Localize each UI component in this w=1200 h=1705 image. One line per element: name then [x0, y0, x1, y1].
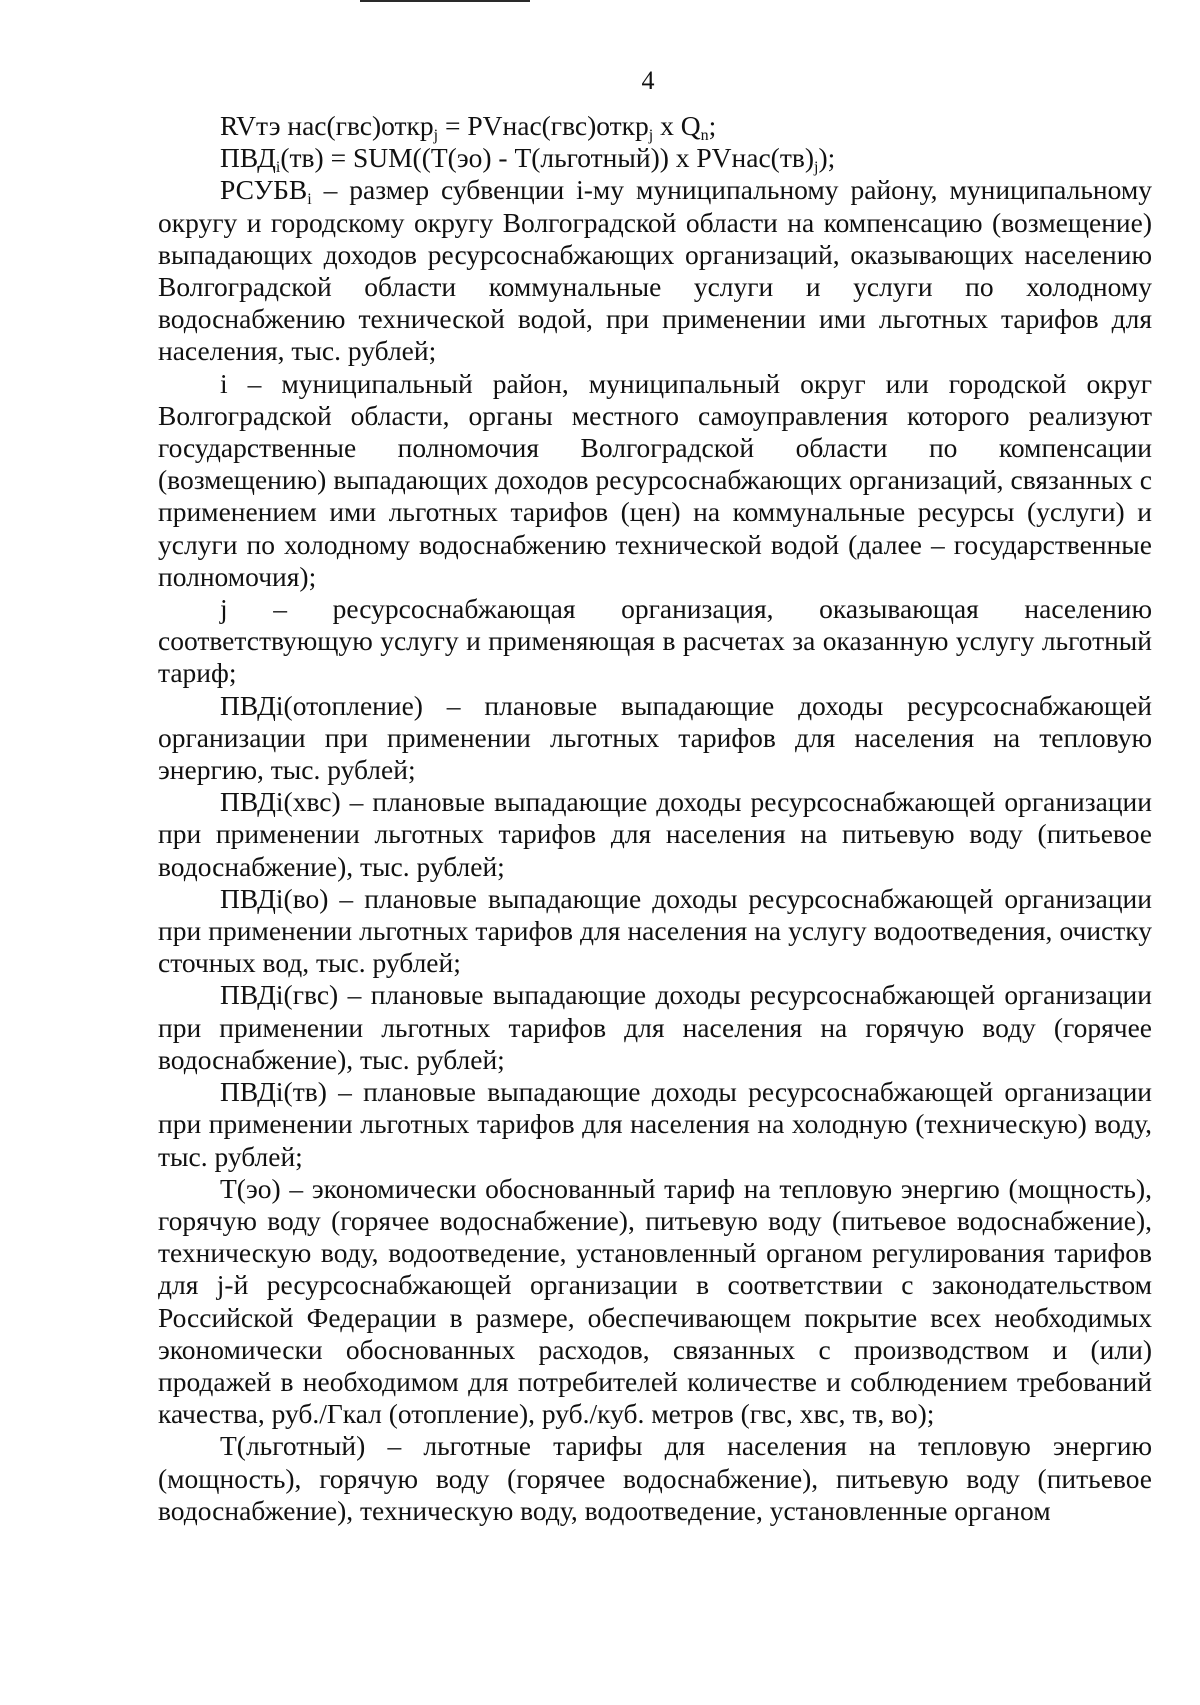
formula-rvte: RVтэ нас(гвс)откр$_j$ = PVнас(гвс)откр$_j$ x $Q_n$;: [220, 110, 717, 144]
definition-rsubv: $РСУБВ_i$ – размер субвенции i-му муниципальному району, муниципальному округу и городскому округу Волгоградской области на компенсацию (возмещение) выпадающих доходов ресурсоснабжающих организаций, оказывающих населению Волгоградской области коммунальные услуги и услуги по холодному водоснабжению технической водой, при применении ими льготных тарифов для населения, тыс. рублей;: [158, 174, 1152, 367]
definition-t-eo: Т(эо) – экономически обоснованный тариф на тепловую энергию (мощность), горячую воду (горячее водоснабжение), питьевую воду (питьевое водоснабжение), техническую воду, водоотведение, установленный органом регулирования тарифов для j-й ресурсоснабжающей организации в соответствии с законодательством Российской Федерации в размере, обеспечивающем покрытие всех необходимых экономически обоснованных расходов, связанных с производством и (или) продажей в необходимом для потребителей количестве и соблюдением требований качества, руб./Гкал (отопление), руб./куб. метров (гвс, хвс, тв, во);: [158, 1172, 1152, 1430]
formula-pvd-tv: $ПВД_i(тв) = SUM((Т(эо)$ - Т(льготный)) x $PVнас(тв)_j$);: [220, 142, 836, 177]
definition-pvd-gvs: ПВДi(гвс) – плановые выпадающие доходы ресурсоснабжающей организации при применении льготных тарифов для населения на горячую воду (горячее водоснабжение), тыс. рублей;: [158, 979, 1152, 1075]
definition-pvd-heating: ПВДi(отопление) – плановые выпадающие доходы ресурсоснабжающей организации при применении льготных тарифов для населения на тепловую энергию, тыс. рублей;: [158, 689, 1152, 786]
scan-edge-line: [360, 0, 530, 2]
page-number: 4: [641, 66, 655, 95]
definition-pvd-vo: ПВДi(во) – плановые выпадающие доходы ресурсоснабжающей организации при применении льготных тарифов для населения на услугу водоотведения, очистку сточных вод, тыс. рублей;: [158, 882, 1152, 979]
definition-j: j – ресурсоснабжающая организация, оказывающая населению соответствующую услугу и применяющая в расчетах за оказанную услугу льготный тариф;: [158, 593, 1152, 689]
definition-i: i – муниципальный район, муниципальный округ или городской округ Волгоградской области, органы местного самоуправления которого реализуют государственные полномочия Волгоградской области по компенсации (возмещению) выпадающих доходов ресурсоснабжающих организаций, связанных с применением ими льготных тарифов (цен) на коммунальные ресурсы (услуги) и услуги по холодному водоснабжению технической водой (далее – государственные полномочия);: [158, 367, 1152, 592]
definition-pvd-hvs: ПВДi(хвс) – плановые выпадающие доходы ресурсоснабжающей организации при применении льготных тарифов для населения на питьевую воду (питьевое водоснабжение), тыс. рублей;: [158, 786, 1152, 882]
document-body: [158, 110, 1152, 1527]
definition-t-lgotny: Т(льготный) – льготные тарифы для населения на тепловую энергию (мощность), горячую воду (горячее водоснабжение), питьевую воду (питьевое водоснабжение), техническую воду, водоотведение, установленные органом: [158, 1430, 1152, 1526]
definition-pvd-tv: ПВДi(тв) – плановые выпадающие доходы ресурсоснабжающей организации при применении льготных тарифов для населения на холодную (техническую) воду, тыс. рублей;: [158, 1076, 1152, 1172]
